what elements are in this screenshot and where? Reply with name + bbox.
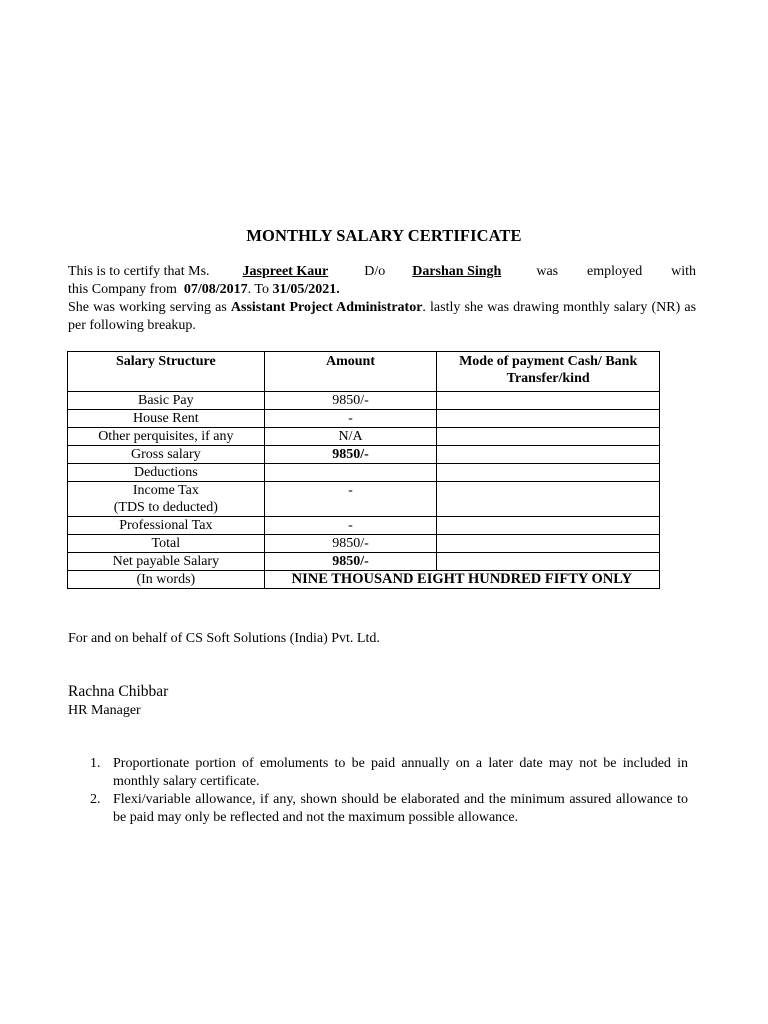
note-item — [68, 755, 688, 791]
table-row — [68, 464, 660, 482]
row-mode — [437, 482, 660, 517]
header-mode-of-payment: Mode of payment Cash/ Bank Transfer/kind — [437, 352, 660, 392]
relation-label: D/o — [364, 264, 386, 279]
table-row — [68, 392, 660, 410]
row-mode — [437, 392, 660, 410]
row-label: Total — [68, 535, 265, 553]
table-row — [68, 428, 660, 446]
note-text: Proportionate portion of emoluments to be paid annually on a later date may not be included in monthly salary certificate. — [113, 756, 688, 789]
row-mode — [437, 553, 660, 571]
father-name: Darshan Singh — [412, 264, 502, 279]
row-label: Other perquisites, if any — [68, 428, 265, 446]
row-amount: 9850/- — [264, 553, 437, 571]
serving-suffix: . lastly she was drawing monthly salary (NR) as per following breakup. — [68, 300, 697, 333]
note-text: Flexi/variable allowance, if any, shown should be elaborated and the minimum assured allowance to be paid may only be reflected and not the maximum possible allowance. — [113, 792, 688, 825]
table-row-in-words — [68, 571, 660, 589]
row-amount: - — [264, 410, 437, 428]
employee-name: Jaspreet Kaur — [242, 264, 329, 279]
from-date: 07/08/2017 — [183, 282, 248, 297]
table-row — [68, 553, 660, 571]
behalf-line: For and on behalf of CS Soft Solutions (India) Pvt. Ltd. — [68, 631, 380, 646]
row-amount: 9850/- — [264, 535, 437, 553]
company-from-label: this Company from — [68, 282, 177, 297]
table-row — [68, 482, 660, 517]
certificate-intro — [68, 263, 696, 335]
notes-list — [68, 755, 688, 827]
note-number: 2. — [90, 792, 101, 807]
row-amount — [264, 464, 437, 482]
table-row — [68, 410, 660, 428]
row-label: Basic Pay — [68, 392, 265, 410]
row-amount: 9850/- — [264, 446, 437, 464]
intro-name-group — [68, 263, 558, 281]
row-label — [68, 482, 265, 517]
table-row — [68, 446, 660, 464]
header-salary-structure: Salary Structure — [68, 352, 265, 392]
table-row — [68, 517, 660, 535]
header-amount: Amount — [264, 352, 437, 392]
serving-prefix: She was working serving as — [68, 300, 227, 315]
row-mode — [437, 410, 660, 428]
row-mode — [437, 535, 660, 553]
to-date: 31/05/2021. — [272, 282, 340, 297]
row-amount: 9850/- — [264, 392, 437, 410]
table-header-row — [68, 352, 660, 392]
designation: Assistant Project Administrator — [230, 300, 423, 315]
row-label-line-1: Income Tax — [132, 483, 199, 498]
row-amount: - — [264, 482, 437, 517]
certify-prefix: This is to certify that Ms. — [68, 264, 210, 279]
row-label-line-2: (TDS to deducted) — [113, 500, 218, 515]
father-name-field — [385, 264, 536, 279]
intro-line-2 — [68, 281, 696, 299]
was-word: was — [536, 264, 559, 279]
note-item — [68, 791, 688, 827]
table-row — [68, 535, 660, 553]
row-amount: - — [264, 517, 437, 535]
row-mode — [437, 446, 660, 464]
row-label: Professional Tax — [68, 517, 265, 535]
intro-line-3 — [68, 299, 696, 335]
row-mode — [437, 464, 660, 482]
to-label: . To — [247, 282, 269, 297]
row-label: Net payable Salary — [68, 553, 265, 571]
row-mode — [437, 428, 660, 446]
row-label: Deductions — [68, 464, 265, 482]
with-word: with — [671, 264, 696, 279]
row-label: House Rent — [68, 410, 265, 428]
row-mode — [437, 517, 660, 535]
employee-name-field — [210, 264, 365, 279]
intro-line-1 — [68, 263, 696, 281]
salary-table — [67, 351, 660, 589]
page-title: MONTHLY SALARY CERTIFICATE — [246, 226, 522, 245]
note-number: 1. — [90, 756, 101, 771]
signatory-name: Rachna Chibbar — [68, 683, 169, 700]
signatory-title: HR Manager — [68, 703, 141, 718]
in-words-value: NINE THOUSAND EIGHT HUNDRED FIFTY ONLY — [264, 571, 659, 589]
employed-word: employed — [587, 264, 643, 279]
row-label: Gross salary — [68, 446, 265, 464]
row-amount: N/A — [264, 428, 437, 446]
in-words-label: (In words) — [68, 571, 265, 589]
